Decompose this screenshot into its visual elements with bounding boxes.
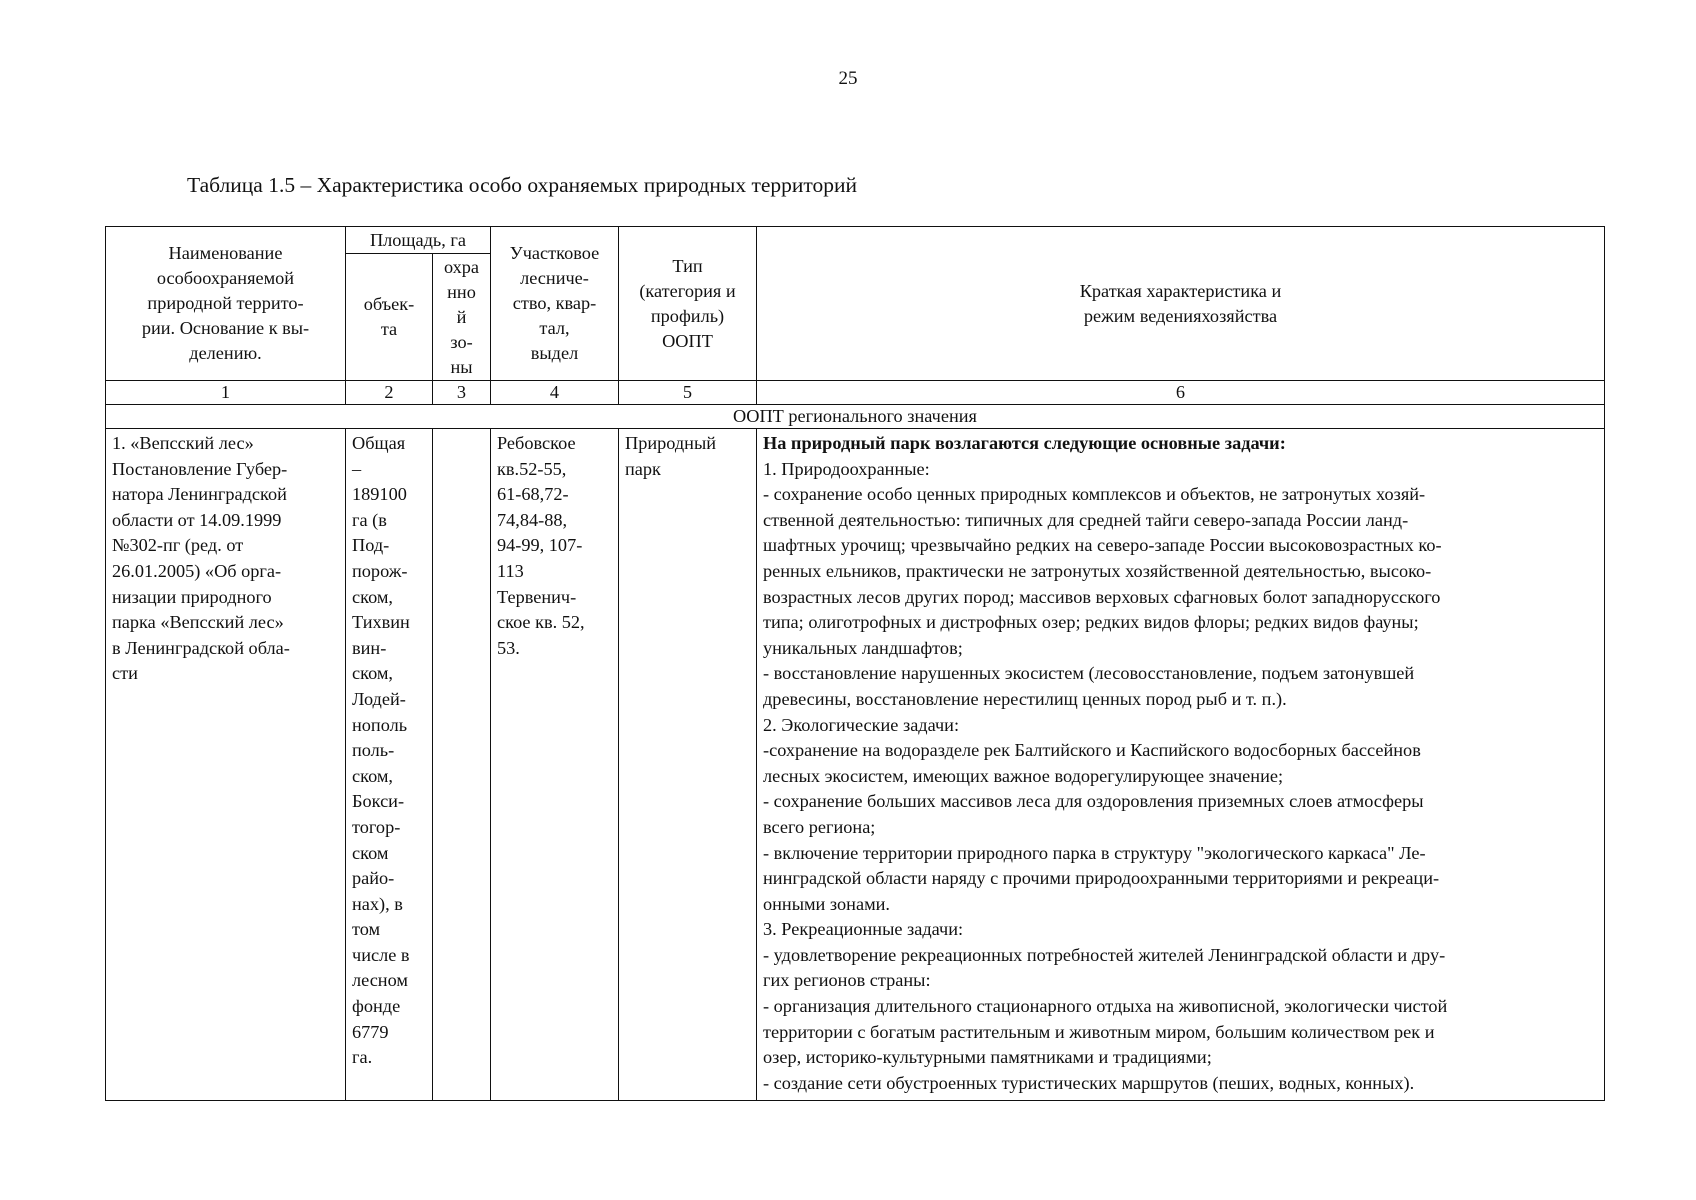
text-line: натора Ленинградской xyxy=(112,484,287,505)
text-line: том xyxy=(352,919,381,940)
text-line: кв.52-55, xyxy=(497,458,567,479)
column-numbers-row xyxy=(106,381,1605,405)
text-line: типа; олиготрофных и дистрофных озер; редких видов флоры; редких видов фауны; xyxy=(763,612,1419,633)
text-line: - восстановление нарушенных экосистем (лесовосстановление, подъем затонувшей xyxy=(763,663,1415,684)
text-line: нно xyxy=(447,281,476,302)
header-description xyxy=(757,227,1605,381)
text-line: Наименование xyxy=(168,243,283,263)
text-line: территории с богатым растительным и животным миром, большим количеством рек и xyxy=(763,1021,1435,1042)
cell-type xyxy=(619,429,757,1101)
text-line: 74,84-88, xyxy=(497,509,568,530)
text-line: 1. Природоохранные: xyxy=(763,458,930,479)
text-line: возрастных лесов других пород; массивов верховых сфагновых болот западнорусского xyxy=(763,586,1441,607)
text-line: ском, xyxy=(352,765,393,786)
header-area-group: Площадь, га xyxy=(346,227,491,254)
text-line: особоохраняемой xyxy=(156,268,295,288)
text-line: лесном xyxy=(352,970,408,991)
text-line: - удовлетворение рекреационных потребностей жителей Ленинградской области и дру- xyxy=(763,944,1446,965)
section-row xyxy=(106,405,1605,429)
column-number: 2 xyxy=(346,381,433,405)
text-line: гих регионов страны: xyxy=(763,970,931,991)
text-line: тал, xyxy=(539,318,570,338)
text-line: ском, xyxy=(352,586,393,607)
text-line: режим веденияхозяйства xyxy=(1083,305,1278,326)
text-line: области от 14.09.1999 xyxy=(112,509,282,530)
text-line: 61-68,72- xyxy=(497,484,569,505)
text-line: нинградской области наряду с прочими природоохранными территориями и рекреаци- xyxy=(763,868,1440,889)
header-type xyxy=(619,227,757,381)
text-line: нополь xyxy=(352,714,408,735)
text-line: – xyxy=(352,458,362,479)
text-line: парка «Вепсский лес» xyxy=(112,612,284,633)
text-line: райо- xyxy=(352,868,395,889)
text-line: - включение территории природного парка в структуру "экологического каркаса" Ле- xyxy=(763,842,1426,863)
text-line: Постановление Губер- xyxy=(112,458,288,479)
text-line: Краткая характеристика и xyxy=(1079,280,1282,301)
text-line: шафтных урочищ; чрезвычайно редких на северо-западе России высоковозрастных ко- xyxy=(763,535,1442,556)
text-line: парк xyxy=(625,458,661,479)
text-line: ство, квар- xyxy=(512,293,597,313)
text-line: лесных экосистем, имеющих важное водорегулирующее значение; xyxy=(763,765,1284,786)
column-number: 4 xyxy=(491,381,619,405)
text-line: числе в xyxy=(352,944,410,965)
text-line: 2. Экологические задачи: xyxy=(763,714,960,735)
page-number: 25 xyxy=(838,68,858,89)
column-number: 5 xyxy=(619,381,757,405)
text-line: древесины, восстановление нерестилищ ценных пород рыб и т. п.). xyxy=(763,688,1287,709)
section-title: ООПТ регионального значения xyxy=(106,405,1605,429)
text-line: 94-99, 107- xyxy=(497,535,583,556)
text-line: та xyxy=(380,319,398,339)
text-line: 53. xyxy=(497,637,520,658)
text-line: ООПТ xyxy=(662,330,713,351)
text-line: - сохранение больших массивов леса для оздоровления приземных слоев атмосферы xyxy=(763,791,1424,812)
text-line: зо- xyxy=(450,331,473,352)
text-line: ственной деятельностью: типичных для средней тайги северо-запада России ланд- xyxy=(763,509,1409,530)
text-line: Тип xyxy=(672,255,703,276)
header-area-protected-zone xyxy=(433,254,491,381)
table-caption: Таблица 1.5 – Характеристика особо охраняемых природных территорий xyxy=(187,173,858,197)
column-number: 1 xyxy=(106,381,346,405)
text-line: порож- xyxy=(352,560,408,581)
text-line: онными зонами. xyxy=(763,893,890,914)
table-row xyxy=(106,429,1605,1101)
text-line: вин- xyxy=(352,637,387,658)
text-line: -сохранение на водоразделе рек Балтийского и Каспийского водосборных бассейнов xyxy=(763,740,1421,761)
text-line: в Ленинградской обла- xyxy=(112,637,290,658)
header-row-1 xyxy=(106,227,1605,254)
cell-name xyxy=(106,429,346,1101)
text-line: 26.01.2005) «Об орга- xyxy=(112,560,282,581)
protected-areas-table xyxy=(105,226,1605,1101)
cell-forestry xyxy=(491,429,619,1101)
text-line: охра xyxy=(443,256,480,277)
text-line: Бокси- xyxy=(352,791,405,812)
text-line: Общая xyxy=(352,433,406,453)
cell-description xyxy=(757,429,1605,1101)
text-line: рии. Основание к вы- xyxy=(141,318,310,338)
text-line: Лодей- xyxy=(352,688,406,709)
text-line: ренных ельников, практически не затронутых хозяйственной деятельностью, высоко- xyxy=(763,560,1432,581)
text-line: га (в xyxy=(352,509,387,530)
description-title: На природный парк возлагаются следующие основные задачи: xyxy=(763,433,1286,453)
text-line: Тервенич- xyxy=(497,586,577,607)
text-line: ны xyxy=(450,356,473,377)
text-line: сти xyxy=(112,663,138,684)
text-line: ское кв. 52, xyxy=(497,612,585,633)
text-line: 6779 xyxy=(352,1021,389,1042)
text-line: уникальных ландшафтов; xyxy=(763,637,963,658)
text-line: нах), в xyxy=(352,893,403,914)
text-line: низации природного xyxy=(112,586,272,607)
text-line: ском, xyxy=(352,663,393,684)
text-line: 1. «Вепсский лес» xyxy=(112,433,254,453)
text-line: 3. Рекреационные задачи: xyxy=(763,919,964,940)
text-line: №302-пг (ред. от xyxy=(112,535,244,556)
column-number: 3 xyxy=(433,381,491,405)
text-line: объек- xyxy=(363,294,415,314)
text-line: поль- xyxy=(352,740,395,761)
column-number: 6 xyxy=(757,381,1605,405)
text-line: тогор- xyxy=(352,816,401,837)
text-line: выдел xyxy=(530,343,579,363)
cell-area-object xyxy=(346,429,433,1101)
header-forestry xyxy=(491,227,619,381)
text-line: 189100 xyxy=(352,484,407,505)
text-line: профиль) xyxy=(650,305,725,326)
text-line: га. xyxy=(352,1047,373,1068)
text-line: фонде xyxy=(352,996,401,1017)
text-line: всего региона; xyxy=(763,816,876,837)
text-line: й xyxy=(456,306,467,327)
text-line: лесниче- xyxy=(520,268,589,288)
text-line: - создание сети обустроенных туристических маршрутов (пеших, водных, конных). xyxy=(763,1072,1415,1093)
text-line: природной террито- xyxy=(147,293,304,313)
text-line: Участковое xyxy=(509,243,600,263)
header-area-object xyxy=(346,254,433,381)
text-line: Природный xyxy=(625,433,717,453)
text-line: Тихвин xyxy=(352,612,410,633)
text-line: - сохранение особо ценных природных комплексов и объектов, не затронутых хозяй- xyxy=(763,484,1426,505)
text-line: озер, историко-культурными памятниками и традициями; xyxy=(763,1047,1212,1068)
text-line: ском xyxy=(352,842,389,863)
cell-area-protected-zone xyxy=(433,429,491,1101)
text-line: - организация длительного стационарного отдыха на живописной, экологически чистой xyxy=(763,996,1448,1017)
text-line: делению. xyxy=(189,343,262,363)
text-line: Ребовское xyxy=(497,433,576,453)
text-line: 113 xyxy=(497,560,524,581)
text-line: (категория и xyxy=(639,280,736,301)
header-name xyxy=(106,227,346,381)
text-line: Под- xyxy=(352,535,390,556)
